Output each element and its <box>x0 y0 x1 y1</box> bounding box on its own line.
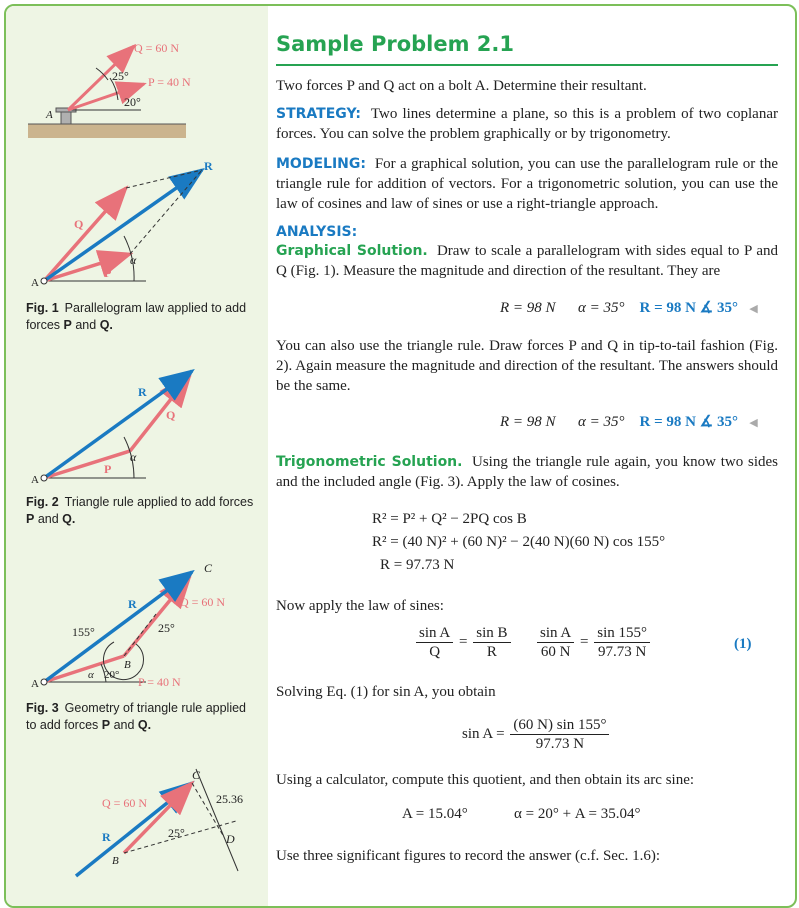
point-c: C <box>204 561 213 575</box>
cosine-eq-1: R² = P² + Q² − 2PQ cos B <box>372 511 527 527</box>
equation-number: (1) <box>734 636 752 652</box>
cosine-eq-2: R² = (40 N)² + (60 N)² − 2(40 N)(60 N) cos 155° <box>372 534 666 550</box>
q-label: Q = 60 N <box>134 41 180 55</box>
analysis-heading: ANALYSIS: <box>276 224 358 240</box>
angle-155: 155° <box>72 625 95 639</box>
point-b: B <box>112 855 119 867</box>
title-rule <box>276 64 778 66</box>
p-label: P = 40 N <box>138 675 181 689</box>
point-c: C <box>192 768 201 782</box>
point-d: D <box>226 832 235 846</box>
q-label: Q <box>74 217 84 231</box>
fig3-caption: Fig. 3 Geometry of triangle rule applied to add forces P and Q. <box>26 701 247 732</box>
triangle-paragraph: You can also use the triangle rule. Draw forces P and Q in tip-to-tail fashion (Fig. 2). Again measure the magnitude and direction of the resultant. The answers should be the same. <box>276 338 778 394</box>
r-vector <box>44 170 202 281</box>
page-frame <box>4 4 797 908</box>
sig-figs-text: Use three significant figures to record the answer (c.f. Sec. 1.6): <box>276 848 661 864</box>
p-label: P <box>104 266 112 280</box>
fig2-caption: Fig. 2 Triangle rule applied to add forces P and Q. <box>26 495 254 526</box>
cosine-eq-3: R = 97.73 N <box>380 557 455 573</box>
page-title: Sample Problem 2.1 <box>276 32 515 56</box>
alpha-label: α <box>130 450 137 464</box>
p-vector <box>44 451 130 478</box>
point-b: B <box>124 659 131 671</box>
q-label: Q = 60 N <box>180 595 226 609</box>
solve-text: Solving Eq. (1) for sin A, you obtain <box>276 684 496 700</box>
figure-column <box>6 6 268 906</box>
point-a: A <box>31 277 39 289</box>
q-label: Q <box>166 408 176 422</box>
triangle-geometry-figure <box>6 554 268 694</box>
angle-20: 20° <box>104 669 120 681</box>
A-value: A = 15.04° <box>402 806 468 822</box>
sinA-equation: sin A = $\frac{(60 N) \sin 155^\circ}{97.73 N}$ <box>462 716 611 753</box>
point-a: A <box>31 678 39 690</box>
r-label: R <box>204 159 213 173</box>
r-label: R <box>138 385 147 399</box>
alpha-value: α = 20° + A = 35.04° <box>514 806 641 822</box>
parallelogram-figure <box>6 156 268 296</box>
trig-paragraph: Trigonometric Solution. Using the triangle rule again, you know two sides and the included angle (Fig. 3). Apply the law of cosines. <box>276 454 778 490</box>
r-label: R <box>128 597 137 611</box>
result-line-1: R = 98 N α = 35° R = 98 N ∡ 35° ◀ <box>500 300 758 316</box>
sines-intro: Now apply the law of sines: <box>276 598 444 614</box>
bolt-figure <box>6 6 268 151</box>
alpha-label: α <box>88 669 94 681</box>
right-triangle-figure <box>6 761 268 881</box>
p-label: P <box>104 462 112 476</box>
calc-text: Using a calculator, compute this quotient, and then obtain its arc sine: <box>276 772 695 788</box>
q-label: Q = 60 N <box>102 796 148 810</box>
ground <box>28 124 186 138</box>
p-label: P = 40 N <box>148 75 191 89</box>
length-label: 25.36 <box>216 792 243 806</box>
angle-20: 20° <box>124 95 141 109</box>
r-label: R <box>102 830 111 844</box>
fig1-caption: Fig. 1 Parallelogram law applied to add forces P and Q. <box>26 301 247 332</box>
angle-25: 25° <box>158 621 175 635</box>
strategy-paragraph: STRATEGY: Two lines determine a plane, so this is a problem of two coplanar forces. You can solve the problem graphically or by trigonometry. <box>276 106 778 142</box>
point-a: A <box>46 109 53 121</box>
alpha-label: α <box>130 253 137 267</box>
q-vector <box>124 783 192 853</box>
point-a: A <box>31 474 39 486</box>
angle-25: 25° <box>168 826 185 840</box>
angle-25: 25° <box>112 69 129 83</box>
law-of-sines: $\frac{\text{sin A}}{Q}$ = $\frac{\text{sin B}}{R}$ $\frac{\text{sin A}}{60 N}$ = $\frac{\sin 155^\circ}{97.73 N}$ <box>414 624 652 661</box>
triangle-rule-figure <box>6 361 268 491</box>
result-line-2: R = 98 N α = 35° R = 98 N ∡ 35° ◀ <box>500 414 758 430</box>
modeling-paragraph: MODELING: For a graphical solution, you can use the parallelogram rule or the triangle rule for addition of vectors. For a trigonometric solution, you can use the law of cosines and law of sines or use a right-triangle approach. <box>276 156 778 212</box>
r-vector <box>44 371 192 478</box>
intro-text: Two forces P and Q act on a bolt A. Determine their resultant. <box>276 78 647 94</box>
graphical-paragraph: Graphical Solution. Draw to scale a parallelogram with sides equal to P and Q (Fig. 1). Measure the magnitude and direction of the resultant. They are <box>276 243 778 279</box>
